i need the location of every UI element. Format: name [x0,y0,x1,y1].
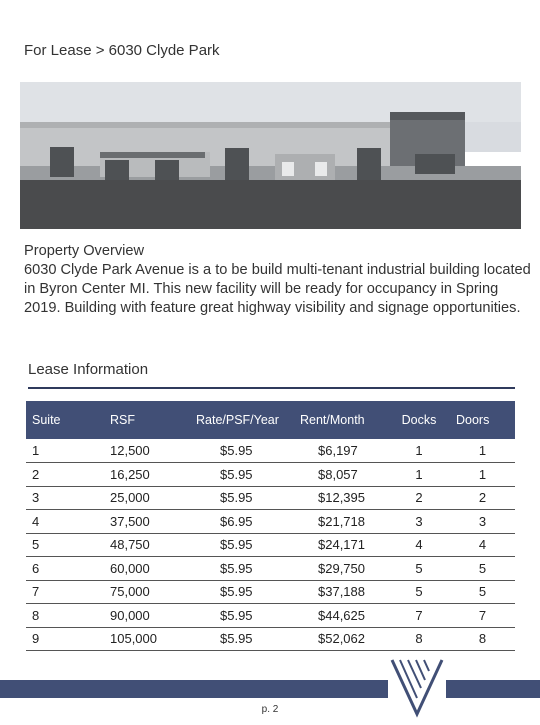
cell-docks: 1 [415,466,423,482]
cell-suite: 3 [32,490,40,506]
cell-doors: 8 [478,631,487,647]
cell-rent: $21,718 [318,513,365,529]
cell-suite: 4 [32,513,40,529]
cell-doors: 1 [478,466,487,482]
header-rent: Rent/Month [300,413,365,427]
cell-rate: $5.95 [220,490,253,506]
cell-rate: $5.95 [220,607,253,623]
table-row [26,463,515,487]
table-row [26,510,515,534]
cell-suite: 6 [32,560,40,576]
lease-info-title: Lease Information [28,361,149,378]
cell-rsf: 37,500 [110,513,150,529]
cell-suite: 7 [32,584,40,600]
cell-doors: 3 [478,513,487,529]
header-rsf: RSF [110,413,135,427]
cell-docks: 5 [415,584,423,600]
cell-suite: 9 [32,631,40,647]
header-doors: Doors [456,413,490,427]
building-illustration [20,82,521,229]
cell-suite: 8 [32,607,40,623]
cell-rent: $6,197 [318,443,358,458]
cell-rsf: 12,500 [110,443,150,458]
cell-doors: 4 [478,537,487,553]
table-row [26,580,515,604]
cell-rsf: 105,000 [110,631,157,647]
cell-doors: 1 [478,443,487,458]
cell-docks: 8 [415,631,423,647]
building-rendering [20,82,521,229]
cell-rate: $5.95 [220,443,253,458]
page-number: p. 2 [261,704,279,715]
cell-docks: 1 [415,443,423,458]
lease-info-divider [28,387,515,389]
cell-rent: $24,171 [318,537,365,553]
cell-docks: 3 [415,513,423,529]
header-docks: Docks [401,413,437,427]
cell-rsf: 25,000 [110,490,150,506]
cell-doors: 5 [478,584,487,600]
cell-rent: $29,750 [318,560,365,576]
cell-rsf: 16,250 [110,466,150,482]
cell-rate: $5.95 [220,584,253,600]
overview-body: 6030 Clyde Park Avenue is a to be build multi-tenant industrial building located in Byron Center MI. This new facility will be ready for occupancy in Spring 2019. Building with feature great highway visibility and signage opportunities. [24,262,531,316]
cell-rate: $5.95 [220,631,253,647]
cell-rate: $5.95 [220,466,253,482]
table-row [26,557,515,581]
cell-suite: 2 [32,466,40,482]
cell-suite: 5 [32,537,40,553]
cell-docks: 5 [415,560,423,576]
cell-rsf: 90,000 [110,607,150,623]
header-rate: Rate/PSF/Year [196,413,279,427]
cell-docks: 2 [415,490,423,506]
cell-doors: 7 [478,607,487,623]
cell-rate: $5.95 [220,537,253,553]
cell-rent: $8,057 [318,466,358,482]
breadcrumb: For Lease > 6030 Clyde Park [24,42,220,59]
footer-band [0,680,540,698]
cell-rate: $6.95 [220,513,253,529]
table-row [26,627,515,651]
cell-rent: $37,188 [318,584,365,600]
lease-table [26,401,515,651]
lease-table-header [26,401,515,439]
cell-rent: $52,062 [318,631,365,647]
cell-rsf: 75,000 [110,584,150,600]
cell-docks: 7 [415,607,423,623]
cell-rsf: 48,750 [110,537,150,553]
cell-rent: $44,625 [318,607,365,623]
cell-suite: 1 [32,443,40,458]
table-row [26,486,515,510]
cell-docks: 4 [415,537,423,553]
cell-doors: 2 [478,490,487,506]
property-overview [24,242,534,318]
table-row [26,439,515,463]
table-row [26,533,515,557]
cell-rate: $5.95 [220,560,253,576]
header-suite: Suite [32,413,61,427]
cell-rent: $12,395 [318,490,365,506]
cell-rsf: 60,000 [110,560,150,576]
cell-doors: 5 [478,560,487,576]
table-row [26,604,515,628]
overview-title: Property Overview [24,243,145,259]
